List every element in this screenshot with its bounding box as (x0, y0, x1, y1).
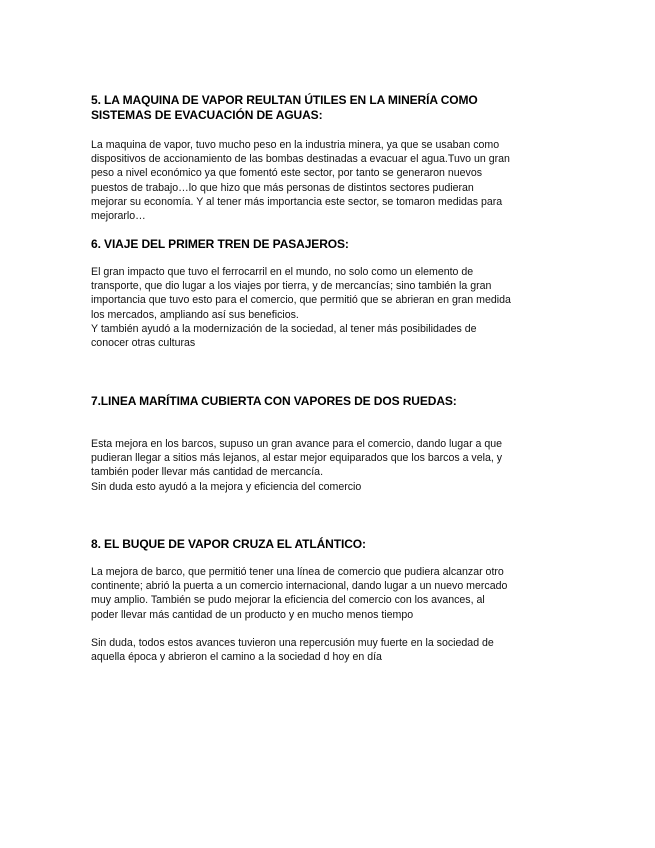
section-8-paragraph-2 (91, 636, 571, 664)
text-line: los mercados, ampliando así sus beneficios. (91, 308, 299, 321)
text-line: puestos de trabajo…lo que hizo que más personas de distintos sectores pudieran (91, 181, 474, 194)
text-line: poder llevar más cantidad de un producto y en mucho menos tiempo (91, 608, 414, 621)
text-line: continente; abrió la puerta a un comercio internacional, dando lugar a un nuevo mercado (91, 580, 508, 593)
section-6-heading (91, 237, 571, 252)
text-line: Sin duda, todos estos avances tuvieron una repercusión muy fuerte en la sociedad de (91, 637, 494, 649)
section-7-heading (91, 394, 571, 409)
text-line: Y también ayudó a la modernización de la sociedad, al tener más posibilidades de (91, 322, 477, 335)
section-5-heading (91, 93, 571, 123)
section-6-paragraph (91, 265, 571, 350)
section-8-heading (91, 537, 571, 552)
section-5-paragraph (91, 138, 571, 223)
text-line: Sin duda esto ayudó a la mejora y eficiencia del comercio (91, 480, 362, 493)
text-line: Esta mejora en los barcos, supuso un gran avance para el comercio, dando lugar a que (91, 438, 503, 450)
text-line: también poder llevar más cantidad de mercancía. (91, 466, 324, 479)
text-line: La maquina de vapor, tuvo mucho peso en la industria minera, ya que se usaban como (91, 139, 500, 151)
text-line: mejorarlo… (91, 210, 146, 223)
text-line: pudieran llegar a sitios más lejanos, al estar mejor equiparados que los barcos a vela, y (91, 452, 503, 465)
text-line: La mejora de barco, que permitió tener una línea de comercio que pudiera alcanzar otro (91, 566, 504, 578)
text-line: aquella época y abrieron el camino a la sociedad d hoy en día (91, 651, 382, 664)
text-line: El gran impacto que tuvo el ferrocarril en el mundo, no solo como un elemento de (91, 266, 474, 278)
text-line: muy amplio. También se pudo mejorar la eficiencia del comercio con los avances, al (91, 594, 485, 607)
text-line: transporte, que dio lugar a los viajes por tierra, y de mercancías; sino también la gran (91, 280, 492, 293)
section-7-paragraph (91, 437, 571, 494)
section-8-paragraph-1 (91, 565, 571, 622)
heading-line: 5. LA MAQUINA DE VAPOR REULTAN ÚTILES EN LA MINERÍA COMO (91, 93, 478, 107)
text-line: peso a nivel económico ya que fomentó este sector, por tanto se generaron nuevos (91, 167, 483, 180)
text-line: conocer otras culturas (91, 337, 196, 350)
text-line: mejorar su economía. Y al tener más importancia este sector, se tomaron medidas para (91, 195, 503, 208)
heading-line: 8. EL BUQUE DE VAPOR CRUZA EL ATLÁNTICO: (91, 537, 366, 551)
heading-line: 7.LINEA MARÍTIMA CUBIERTA CON VAPORES DE DOS RUEDAS: (91, 394, 457, 408)
text-line: dispositivos de accionamiento de las bombas destinadas a evacuar el agua.Tuvo un gran (91, 153, 510, 166)
text-line: importancia que tuvo esto para el comercio, que permitió que se abrieran en gran medida (91, 294, 511, 307)
heading-line: 6. VIAJE DEL PRIMER TREN DE PASAJEROS: (91, 237, 349, 251)
heading-line: SISTEMAS DE EVACUACIÓN DE AGUAS: (91, 108, 323, 122)
